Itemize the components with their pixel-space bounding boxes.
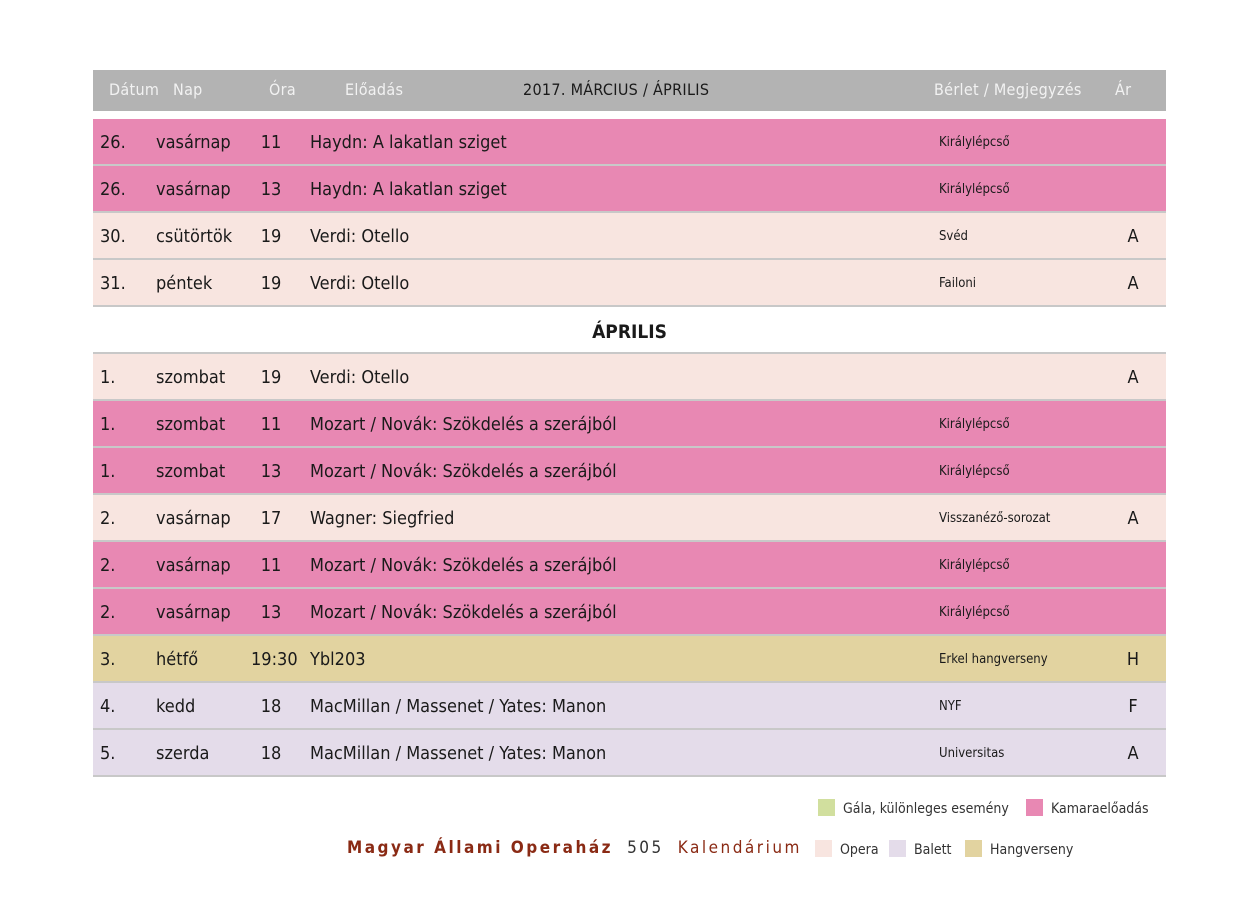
cell-show: Haydn: A lakatlan sziget [310,179,507,200]
legend-balett [889,840,951,858]
cell-date: 2. [100,602,116,623]
cell-date: 31. [100,273,126,294]
page-title: 2017. MÁRCIUS / ÁPRILIS [523,80,710,99]
cell-note: Királylépcső [939,605,1010,620]
header-show: Előadás [345,80,404,99]
cell-note: Királylépcső [939,464,1010,479]
cell-date: 4. [100,696,116,717]
cell-date: 3. [100,649,116,670]
cell-time: 13 [260,602,282,623]
cell-time: 19 [260,273,282,294]
cell-show: Mozart / Novák: Szökdelés a szerájból [310,461,617,482]
cell-day: hétfő [156,649,199,670]
legend-balett-swatch [889,840,906,857]
table-row [93,542,1166,589]
header-day: Nap [173,80,203,99]
cell-time: 17 [260,508,282,529]
cell-date: 2. [100,555,116,576]
cell-day: csütörtök [156,226,233,247]
cell-day: vasárnap [156,555,231,576]
cell-date: 2. [100,508,116,529]
cell-show: Haydn: A lakatlan sziget [310,132,507,153]
cell-show: MacMillan / Massenet / Yates: Manon [310,696,607,717]
cell-show: Wagner: Siegfried [310,508,455,529]
cell-date: 1. [100,461,116,482]
table-row [93,636,1166,683]
april-rows [93,354,1166,777]
table-row [93,213,1166,260]
cell-price: H [1126,649,1140,670]
cell-time: 19 [260,367,282,388]
header-time: Óra [269,80,296,99]
cell-price: A [1127,508,1139,529]
cell-day: vasárnap [156,602,231,623]
legend-opera-label: Opera [840,842,879,858]
cell-day: kedd [156,696,196,717]
table-row [93,119,1166,166]
cell-show: Verdi: Otello [310,226,410,247]
table-row [93,589,1166,636]
month-heading: ÁPRILIS [93,307,1166,354]
cell-time: 13 [260,179,282,200]
cell-day: péntek [156,273,213,294]
cell-note: Erkel hangverseny [939,652,1048,667]
cell-time: 19:30 [251,649,298,670]
table-row [93,730,1166,777]
cell-day: szombat [156,367,226,388]
table-row [93,683,1166,730]
cell-day: vasárnap [156,508,231,529]
header-note: Bérlet / Megjegyzés [934,80,1082,99]
cell-note: Királylépcső [939,182,1010,197]
legend-hang [965,840,1073,858]
legend-hang-swatch [965,840,982,857]
table-row [93,401,1166,448]
legend-kamara-swatch [1026,799,1043,816]
cell-show: Mozart / Novák: Szökdelés a szerájból [310,555,617,576]
header-price: Ár [1115,80,1132,99]
cell-date: 26. [100,179,126,200]
cell-show: Mozart / Novák: Szökdelés a szerájból [310,414,617,435]
cell-time: 18 [260,743,282,764]
cell-note: Universitas [939,746,1005,761]
cell-time: 11 [260,132,282,153]
cell-price: A [1127,226,1139,247]
header-date: Dátum [109,80,160,99]
cell-price: A [1127,743,1139,764]
cell-time: 11 [260,555,282,576]
cell-note: Failoni [939,276,977,291]
table-row [93,166,1166,213]
cell-note: Svéd [939,229,968,244]
table-header [93,70,1166,111]
cell-note: Visszanéző-sorozat [939,511,1051,526]
legend-opera-swatch [815,840,832,857]
cell-note: Királylépcső [939,135,1010,150]
cell-show: Mozart / Novák: Szökdelés a szerájból [310,602,617,623]
cell-date: 5. [100,743,116,764]
table-row [93,448,1166,495]
page-number: 505 [627,838,664,858]
program-table [93,70,1166,777]
table-row [93,495,1166,542]
cell-show: Ybl203 [310,649,366,670]
cell-note: Királylépcső [939,417,1010,432]
cell-show: MacMillan / Massenet / Yates: Manon [310,743,607,764]
cell-price: A [1127,273,1139,294]
cell-day: vasárnap [156,179,231,200]
legend-hang-label: Hangverseny [990,842,1074,858]
legend-kamara-label: Kamaraelőadás [1051,801,1149,817]
cell-note: Királylépcső [939,558,1010,573]
table-row [93,260,1166,307]
footer-brand: Magyar Állami Operaház [347,838,614,858]
cell-day: szombat [156,461,226,482]
cell-price: F [1128,696,1138,717]
legend-gala-label: Gála, különleges esemény [843,801,1009,817]
cell-date: 1. [100,367,116,388]
cell-time: 11 [260,414,282,435]
cell-day: vasárnap [156,132,231,153]
legend-gala-swatch [818,799,835,816]
footer-calendar-label: Kalendárium [677,838,802,858]
cell-time: 13 [260,461,282,482]
cell-day: szombat [156,414,226,435]
cell-show: Verdi: Otello [310,367,410,388]
cell-date: 30. [100,226,126,247]
cell-price: A [1127,367,1139,388]
cell-show: Verdi: Otello [310,273,410,294]
table-row [93,354,1166,401]
cell-time: 18 [260,696,282,717]
cell-date: 1. [100,414,116,435]
page-footer [347,838,802,858]
cell-day: szerda [156,743,210,764]
march-rows [93,119,1166,307]
cell-time: 19 [260,226,282,247]
legend-kamara [1026,799,1149,817]
legend-gala [818,799,1009,817]
legend-opera [815,840,879,858]
cell-note: NYF [939,699,962,714]
cell-date: 26. [100,132,126,153]
legend-balett-label: Balett [914,842,952,858]
